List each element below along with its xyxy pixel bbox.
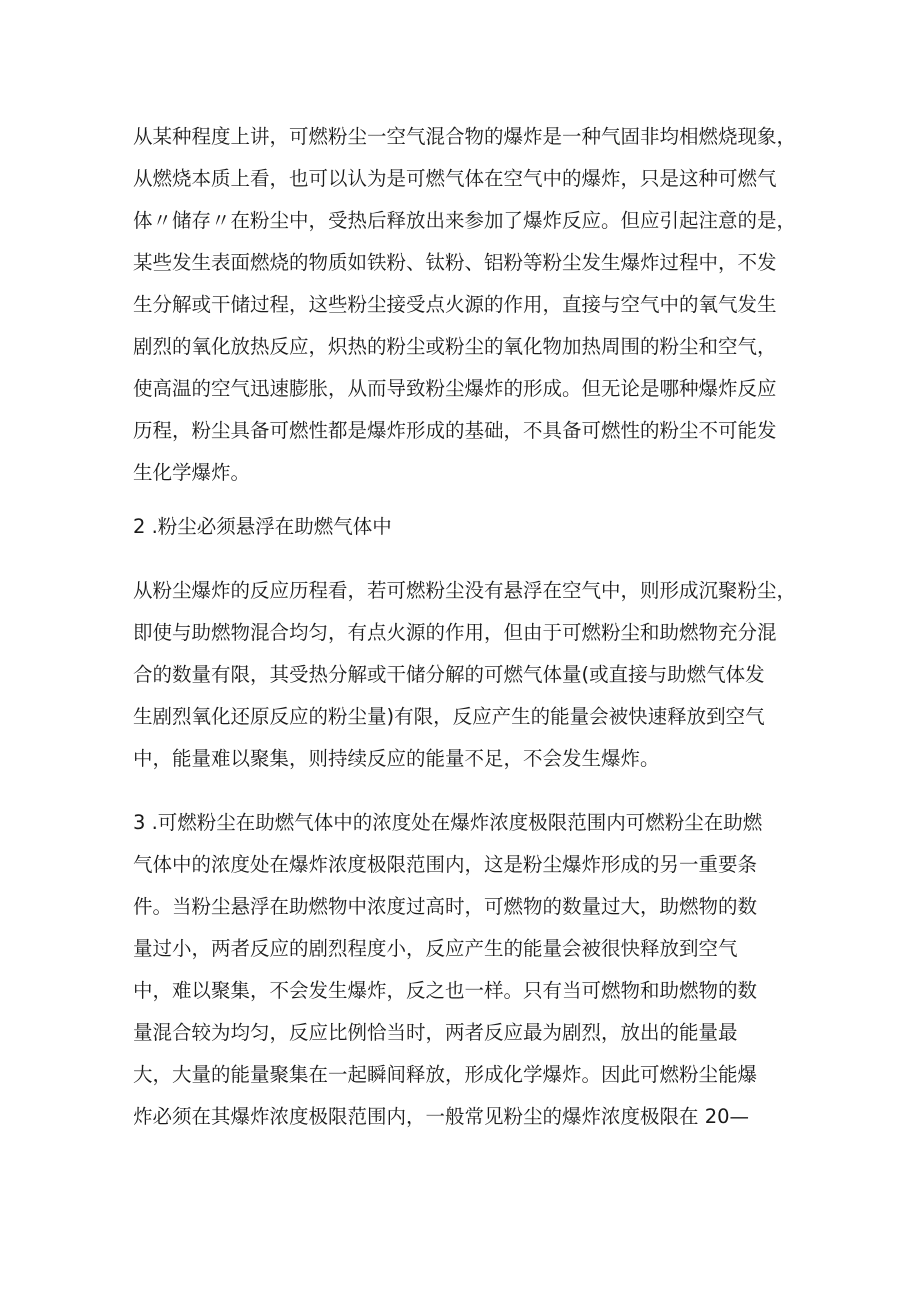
- text-line: 即使与助燃物混合均匀，有点火源的作用，但由于可燃粉尘和助燃物充分混: [133, 621, 777, 644]
- text-line: 大，大量的能量聚集在一起瞬间释放，形成化学爆炸。因此可燃粉尘能爆: [133, 1063, 758, 1086]
- text-line: 合的数量有限，其受热分解或干储分解的可燃气体量(或直接与助燃气体发: [133, 663, 765, 686]
- paragraph-combustion-nature: [133, 116, 833, 494]
- text-line: 历程，粉尘具备可燃性都是爆炸形成的基础，不具备可燃性的粉尘不可能发: [133, 419, 777, 442]
- paragraph-suspension: [133, 570, 833, 780]
- text-line: 量过小，两者反应的剧烈程度小，反应产生的能量会被很快释放到空气: [133, 937, 738, 960]
- text-line: 3 .可燃粉尘在助燃气体中的浓度处在爆炸浓度极限范围内可燃粉尘在助燃: [133, 811, 763, 834]
- text-line: 生化学爆炸。: [133, 461, 251, 484]
- text-line: 炸必须在其爆炸浓度极限范围内，一般常见粉尘的爆炸浓度极限在 20—: [133, 1105, 750, 1128]
- text-line: 从燃烧本质上看，也可以认为是可燃气体在空气中的爆炸，只是这种可燃气: [133, 167, 777, 190]
- text-line: 量混合较为均匀，反应比例恰当时，两者反应最为剧烈，放出的能量最: [133, 1021, 738, 1044]
- text-line: 体〃储存〃在粉尘中，受热后释放出来参加了爆炸反应。但应引起注意的是，: [133, 209, 797, 232]
- text-line: 生分解或干储过程，这些粉尘接受点火源的作用，直接与空气中的氧气发生: [133, 293, 777, 316]
- text-line: 使高温的空气迅速膨胀，从而导致粉尘爆炸的形成。但无论是哪种爆炸反应: [133, 377, 777, 400]
- text-line: 中，难以聚集，不会发生爆炸，反之也一样。只有当可燃物和助燃物的数: [133, 979, 758, 1002]
- document-page: [133, 116, 833, 1138]
- text-line: 中，能量难以聚集，则持续反应的能量不足，不会发生爆炸。: [133, 747, 660, 770]
- paragraph-concentration-limit: [133, 802, 833, 1138]
- text-line: 气体中的浓度处在爆炸浓度极限范围内，这是粉尘爆炸形成的另一重要条: [133, 853, 758, 876]
- text-line: 件。当粉尘悬浮在助燃物中浓度过高时，可燃物的数量过大，助燃物的数: [133, 895, 758, 918]
- section-heading-2: 2 .粉尘必须悬浮在助燃气体中: [133, 515, 392, 538]
- text-line: 从某种程度上讲，可燃粉尘一空气混合物的爆炸是一种气固非均相燃烧现象，: [133, 125, 797, 148]
- text-line: 某些发生表面燃烧的物质如铁粉、钛粉、铝粉等粉尘发生爆炸过程中，不发: [133, 251, 777, 274]
- text-line: 从粉尘爆炸的反应历程看，若可燃粉尘没有悬浮在空气中，则形成沉聚粉尘，: [133, 579, 797, 602]
- text-line: 生剧烈氧化还原反应的粉尘量)有限，反应产生的能量会被快速释放到空气: [133, 705, 765, 728]
- text-line: 剧烈的氧化放热反应，炽热的粉尘或粉尘的氧化物加热周围的粉尘和空气，: [133, 335, 777, 358]
